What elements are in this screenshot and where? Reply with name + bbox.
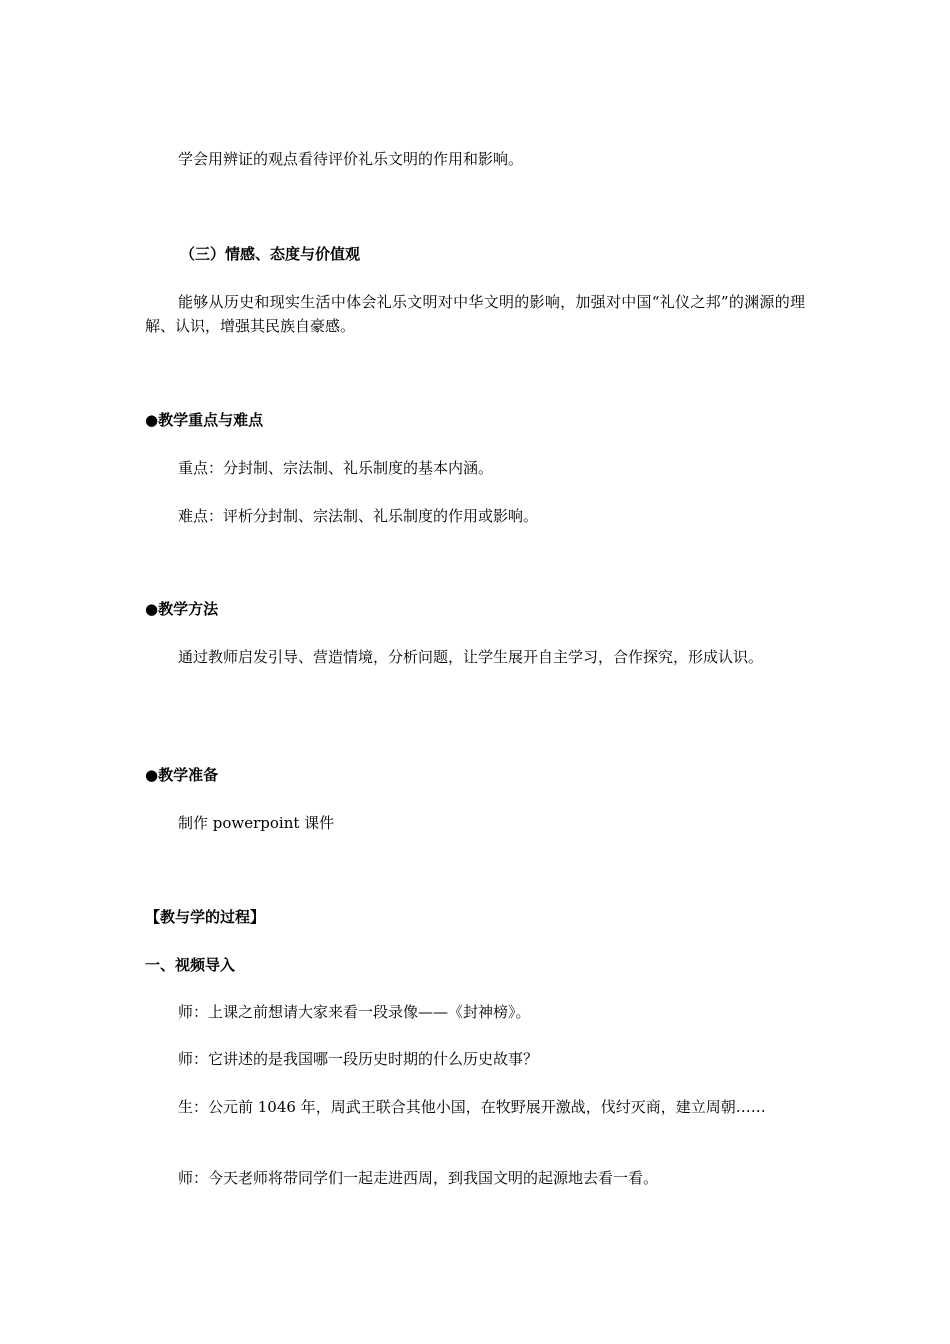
paragraph-teacher-2: 师：它讲述的是我国哪一段历史时期的什么历史故事？	[178, 1050, 539, 1068]
paragraph-teacher-1: 师：上课之前想请大家来看一段录像——《封神榜》。	[178, 1003, 531, 1021]
paragraph-key-point: 重点：分封制、宗法制、礼乐制度的基本内涵。	[178, 459, 494, 477]
paragraph-teacher-3: 师：今天老师将带同学们一起走进西周，到我国文明的起源地去看一看。	[178, 1169, 659, 1187]
heading-emotion-attitude-values: （三）情感、态度与价值观	[180, 245, 361, 263]
paragraph-emotion: 能够从历史和现实生活中体会礼乐文明对中华文明的影响，加强对中国“礼仪之邦”的渊源的理解、认识，增强其民族自豪感。	[145, 293, 805, 335]
paragraph-teaching-method: 通过教师启发引导、营造情境，分析问题，让学生展开自主学习，合作探究，形成认识。	[178, 648, 764, 666]
heading-teaching-prep: ●教学准备	[145, 766, 219, 784]
heading-teaching-process: 【教与学的过程】	[145, 908, 266, 926]
heading-key-difficulty: ●教学重点与难点	[145, 411, 264, 429]
heading-teaching-method: ●教学方法	[145, 600, 219, 618]
paragraph-dialectic: 学会用辨证的观点看待评价礼乐文明的作用和影响。	[178, 150, 524, 168]
paragraph-student-1: 生：公元前 1046 年，周武王联合其他小国，在牧野展开激战，伐纣灭商，建立周朝……	[178, 1098, 766, 1116]
paragraph-difficulty: 难点：评析分封制、宗法制、礼乐制度的作用或影响。	[178, 507, 539, 525]
heading-video-intro: 一、视频导入	[145, 956, 236, 974]
paragraph-teaching-prep: 制作 powerpoint 课件	[178, 814, 335, 832]
